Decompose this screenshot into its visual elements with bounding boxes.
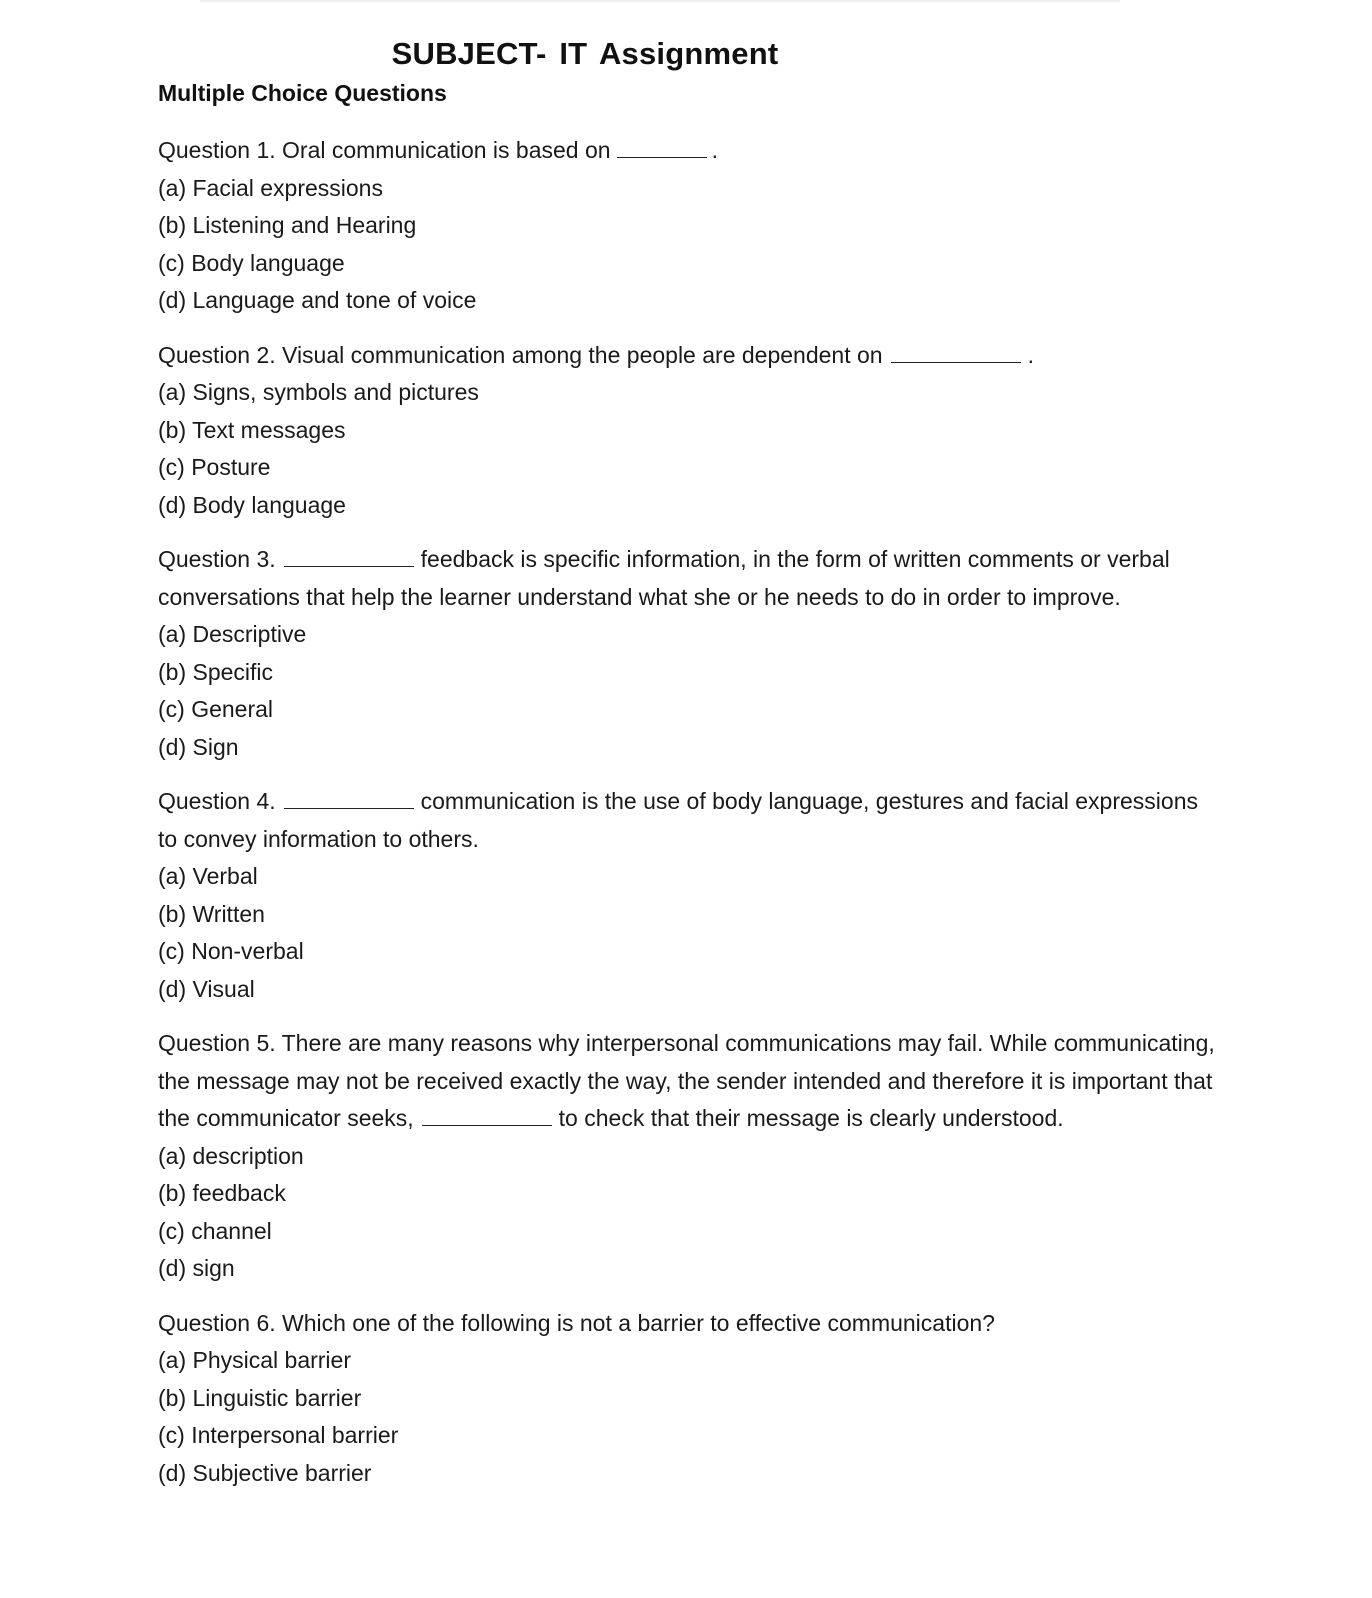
question-1-option-d: (d) Language and tone of voice — [158, 287, 477, 313]
question-3-text — [158, 541, 1218, 616]
question-6-option-c: (c) Interpersonal barrier — [158, 1422, 399, 1448]
question-3 — [158, 541, 1218, 766]
question-1-option-c: (c) Body language — [158, 249, 345, 276]
question-2-blank — [891, 340, 1021, 363]
question-3-option-c: (c) General — [158, 696, 274, 722]
question-2-prefix: Question 2. Visual communication among the people are dependent on — [158, 341, 883, 368]
question-2-option-c: (c) Posture — [158, 454, 271, 480]
question-1-option-a: (a) Facial expressions — [158, 174, 383, 201]
document-title: SUBJECT- IT Assignment — [391, 36, 779, 71]
question-4-text — [158, 783, 1218, 858]
question-1-prefix: Question 1. Oral communication is based on — [158, 137, 611, 163]
question-4-suffix: communication is the use of body language, gestures and facial expressions to convey information to others. — [158, 788, 1198, 852]
question-4-option-a: (a) Verbal — [158, 863, 258, 889]
question-3-prefix: Question 3. — [158, 546, 276, 572]
question-1-suffix: . — [711, 137, 718, 163]
question-6-option-d: (d) Subjective barrier — [158, 1459, 372, 1486]
question-6-option-b: (b) Linguistic barrier — [158, 1384, 362, 1411]
question-4-option-b: (b) Written — [158, 900, 265, 927]
question-2-option-a: (a) Signs, symbols and pictures — [158, 379, 479, 405]
page-top-edge — [200, 0, 1120, 4]
question-6 — [158, 1305, 1218, 1493]
question-1-blank — [617, 135, 707, 158]
question-1-text — [158, 132, 1218, 170]
question-5-blank — [422, 1103, 552, 1126]
question-2-suffix: . — [1027, 341, 1034, 368]
section-heading: Multiple Choice Questions — [158, 80, 447, 106]
question-2-text — [158, 337, 1218, 375]
question-4-option-c: (c) Non-verbal — [158, 938, 304, 964]
question-1-option-b: (b) Listening and Hearing — [158, 212, 417, 238]
question-6-text — [158, 1305, 1218, 1343]
question-2 — [158, 337, 1218, 525]
question-2-option-b: (b) Text messages — [158, 416, 346, 443]
question-5 — [158, 1025, 1218, 1288]
question-4-prefix: Question 4. — [158, 788, 276, 814]
question-4 — [158, 783, 1218, 1008]
question-5-suffix: to check that their message is clearly understood. — [558, 1105, 1064, 1131]
question-3-option-b: (b) Specific — [158, 658, 274, 685]
question-5-text — [158, 1025, 1218, 1138]
question-5-option-b: (b) feedback — [158, 1180, 286, 1206]
question-6-prefix: Question 6. Which one of the following is not a barrier to effective communication? — [158, 1309, 995, 1336]
question-6-option-a: (a) Physical barrier — [158, 1347, 351, 1373]
question-list — [158, 132, 1218, 1509]
question-2-option-d: (d) Body language — [158, 491, 346, 518]
question-3-blank — [284, 544, 414, 567]
question-5-option-c: (c) channel — [158, 1217, 272, 1244]
question-5-prefix: Question 5. There are many reasons why interpersonal communications may fail. While communicating, the message may not be received exactly the way, the sender intended and therefore it is important that the communicator seeks, — [158, 1030, 1215, 1131]
question-5-option-a: (a) description — [158, 1142, 304, 1169]
question-1 — [158, 132, 1218, 320]
question-4-blank — [284, 786, 414, 809]
question-5-option-d: (d) sign — [158, 1255, 235, 1281]
question-4-option-d: (d) Visual — [158, 975, 255, 1002]
question-3-option-d: (d) Sign — [158, 733, 239, 760]
question-3-option-a: (a) Descriptive — [158, 621, 307, 647]
question-3-suffix: feedback is specific information, in the form of written comments or verbal conversations that help the learner understand what she or he needs to do in order to improve. — [158, 546, 1170, 610]
